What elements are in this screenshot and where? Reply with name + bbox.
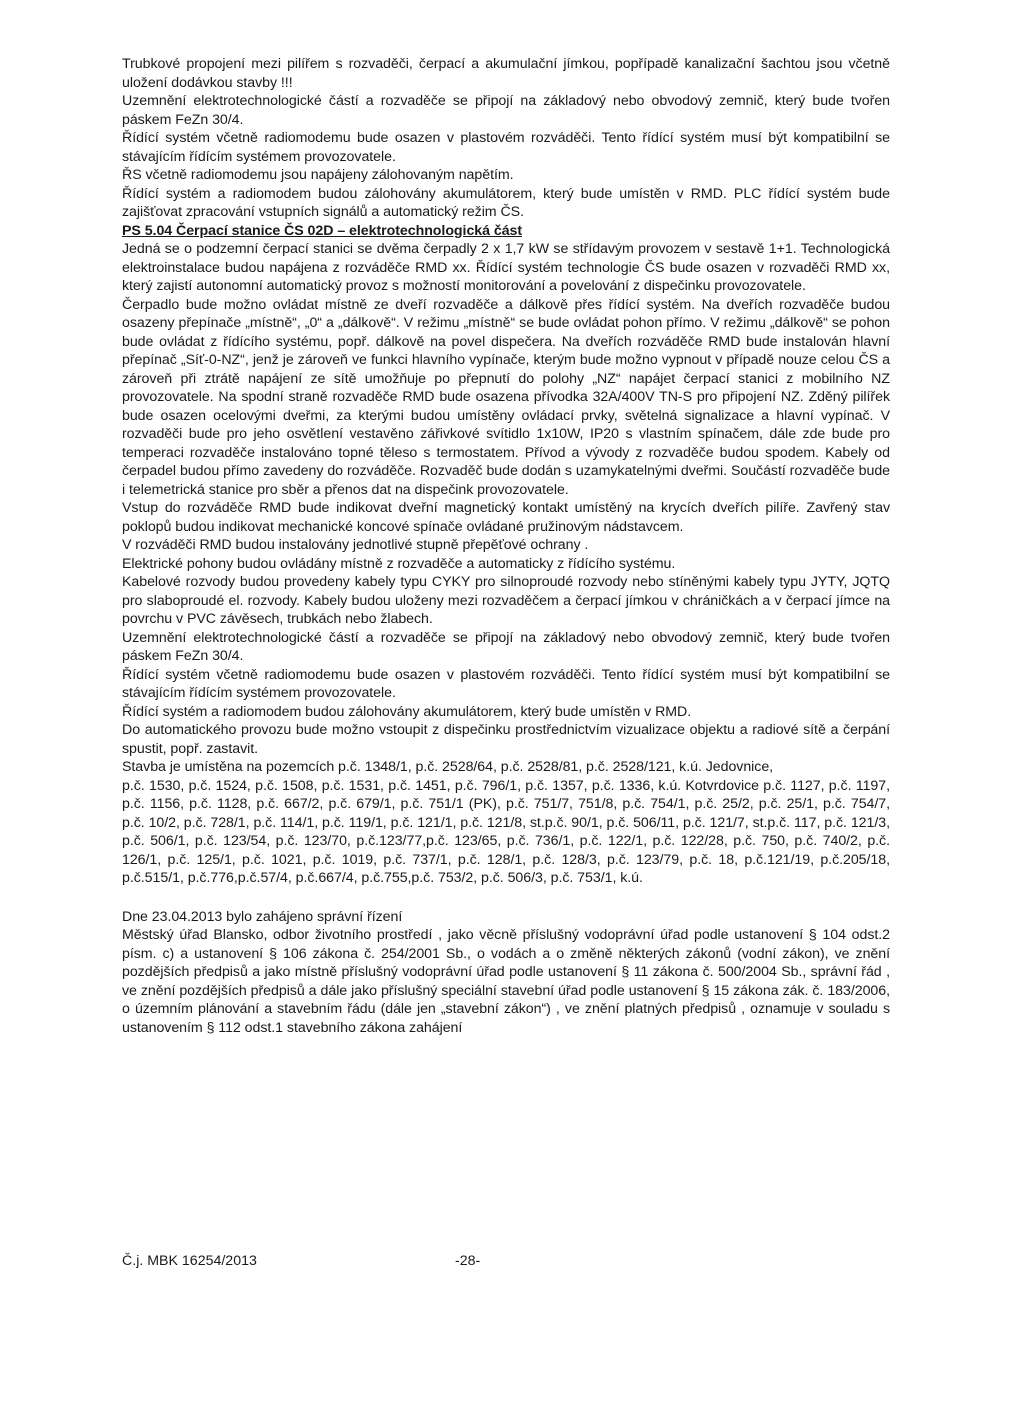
paragraph-door-contact: Vstup do rozváděče RMD bude indikovat dveřní magnetický kontakt umístěný na krycích dveřích pilíře. Zavřený stav poklopů budou indikovat mechanické koncové spínače ovládané pružinovým nádstavcem. — [122, 500, 890, 535]
body-text — [122, 55, 890, 1037]
paragraph-authority: Městský úřad Blansko, odbor životního prostředí , jako věcně příslušný vodoprávní úřad podle ustanovení § 104 odst.2 písm. c) a ustanovení § 106 zákona č. 254/2001 Sb., o vodách a o změně některých zákonů (vodní zákon), ve znění pozdějších předpisů a jako místně příslušný vodoprávní úřad podle ustanovení § 11 zákona č. 500/2004 Sb., správní řád , ve znění pozdějších předpisů a dále jako příslušný speciální stavební úřad podle ustanovení § 15 zákona zák. č. 183/2006, o územním plánování a stavebním řádu (dále jen „stavební zákon“) , ve znění platných předpisů , oznamuje v souladu s ustanovením § 112 odst.1 stavebního zákona zahájení — [122, 927, 890, 1036]
paragraph-proceedings-date: Dne 23.04.2013 bylo zahájeno správní řízení — [122, 908, 403, 925]
paragraph-cables: Kabelové rozvody budou provedeny kabely typu CYKY pro silnoproudé rozvody nebo stíněnými kabely typu JYTY, JQTQ pro slaboproudé el. rozvody. Kabely budou uloženy mezi rozvaděčem a čerpací jímkou v chráničkách a v čerpací jímce na povrchu v PVC závěsech, trubkách nebo žlabech. — [122, 574, 890, 627]
paragraph-pipe-connection: Trubkové propojení mezi pilířem s rozvaděči, čerpací a akumulační jímkou, popřípadě kanalizační šachtou jsou včetně uložení dodávkou stavby !!! — [122, 56, 890, 91]
section-heading: PS 5.04 Čerpací stanice ČS 02D – elektrotechnologická část — [122, 222, 523, 239]
paragraph-automatic-mode: Do automatického provozu bude možno vstoupit z dispečinku prostřednictvím vizualizace objektu a radiové sítě a čerpání spustit, popř. zastavit. — [122, 722, 890, 757]
paragraph-backup-battery-2: Řídící systém a radiomodem budou zálohovány akumulátorem, který bude umístěn v RMD. — [122, 703, 692, 720]
paragraph-pump-station: Jedná se o podzemní čerpací stanici se dvěma čerpadly 2 x 1,7 kW se střídavým provozem v sestavě 1+1. Technologická elektroinstalace budou napájena z rozváděče RMD xx. Řídící systém technologie ČS bude osazen v rozvaděči RMD xx, který zajistí autonomní automatický provoz s možností monitorování a povelování z dispečinku provozovatele. — [122, 241, 890, 294]
paragraph-rs-power: ŘS včetně radiomodemu jsou napájeny zálohovaným napětím. — [122, 167, 514, 183]
reference-number: Č.j. MBK 16254/2013 — [122, 1253, 257, 1269]
page-number: -28- — [455, 1253, 481, 1269]
paragraph-control-system-2: Řídící systém včetně radiomodemu bude osazen v plastovém rozváděči. Tento řídící systém musí být kompatibilní se stávajícím řídícím systémem provozovatele. — [122, 666, 890, 701]
paragraph-location: Stavba je umístěna na pozemcích p.č. 1348/1, p.č. 2528/64, p.č. 2528/81, p.č. 2528/121, k.ú. Jedovnice, — [122, 759, 774, 775]
paragraph-pump-control: Čerpadlo bude možno ovládat místně ze dveří rozvaděče a dálkově přes řídící systém. Na dveřích rozvaděče budou osazeny přepínače „místně“, „0“ a „dálkově“. V režimu „místně“ se bude ovládat pohon přímo. V režimu „dálkově“ se pohon bude ovládat z řídícího systému, popř. dálkově na povel dispečera. Na dveřích rozváděče RMD bude instalován hlavní přepínač „Síť-0-NZ“, jenž je zároveň ve funkci hlavního vypínače, kterým bude možno vypnout v případě nouze celou ČS a zároveň při ztrátě napájení ze sítě umožňuje po přepnutí do polohy „NZ“ napájet čerpací stanici z mobilního NZ provozovatele. Na spodní straně rozvaděče RMD bude osazena přívodka 32A/400V TN-S pro připojení NZ. Zděný pilířek bude osazen ocelovými dveřmi, za kterými budou umístěny ovládací prvky, světelná signalizace a hlavní vypínač. V rozvaděči bude pro jeho osvětlení vestavěno zářivkové svítidlo 1x10W, IP20 s vlastním spínačem, dále zde bude pro temperaci rozvaděče instalováno topné těleso s termostatem. Přívod a vývody z rozvaděče budou spodem. Kabely od čerpadel budou přímo zavedeny do rozváděče. Rozvaděč bude dodán s uzamykatelnými dveřmi. Součástí rozvaděče bude i telemetrická stanice pro sběr a přenos dat na dispečink provozovatele. — [122, 296, 890, 498]
paragraph-parcels: p.č. 1530, p.č. 1524, p.č. 1508, p.č. 1531, p.č. 1451, p.č. 796/1, p.č. 1357, p.č. 1336, k.ú. Kotvrdovice p.č. 1127, p.č. 1197, p.č. 1156, p.č. 1128, p.č. 667/2, p.č. 679/1, p.č. 751/1 (PK), p.č. 751/7, 751/8, p.č. 754/1, p.č. 25/2, p.č. 25/1, p.č. 754/7, p.č. 10/2, p.č. 728/1, p.č. 114/1, p.č. 119/1, p.č. 121/1, p.č. 121/8, st.p.č. 90/1, p.č. 506/11, p.č. 121/7, st.p.č. 117, p.č. 121/3, p.č. 506/1, p.č. 123/54, p.č. 123/70, p.č.123/77,p.č. 123/65, p.č. 736/1, p.č. 122/1, p.č. 122/28, p.č. 750, p.č. 740/2, p.č. 126/1, p.č. 125/1, p.č. 1021, p.č. 1019, p.č. 737/1, p.č. 128/1, p.č. 128/3, p.č. 123/79, p.č. 18, p.č.121/19, p.č.205/18, p.č.515/1, p.č.776,p.č.57/4, p.č.667/4, p.č.755,p.č. 753/2, p.č. 506/3, p.č. 753/1, k.ú. — [122, 777, 890, 886]
paragraph-grounding: Uzemnění elektrotechnologické částí a rozvaděče se připojí na základový nebo obvodový zemnič, který bude tvořen páskem FeZn 30/4. — [122, 93, 890, 128]
paragraph-surge-protection: V rozváděči RMD budou instalovány jednotlivé stupně přepěťové ochrany . — [122, 537, 589, 553]
paragraph-control-system: Řídící systém včetně radiomodemu bude osazen v plastovém rozváděči. Tento řídící systém musí být kompatibilní se stávajícím řídícím systémem provozovatele. — [122, 130, 890, 165]
paragraph-drives: Elektrické pohony budou ovládány místně z rozvaděče a automaticky z řídícího systému. — [122, 555, 676, 572]
paragraph-grounding-2: Uzemnění elektrotechnologické částí a rozvaděče se připojí na základový nebo obvodový zemnič, který bude tvořen páskem FeZn 30/4. — [122, 629, 890, 664]
paragraph-backup-battery: Řídící systém a radiomodem budou zálohovány akumulátorem, který bude umístěn v RMD. PLC řídící systém bude zajišťovat zpracování vstupních signálů a automatický režim ČS. — [122, 185, 890, 220]
